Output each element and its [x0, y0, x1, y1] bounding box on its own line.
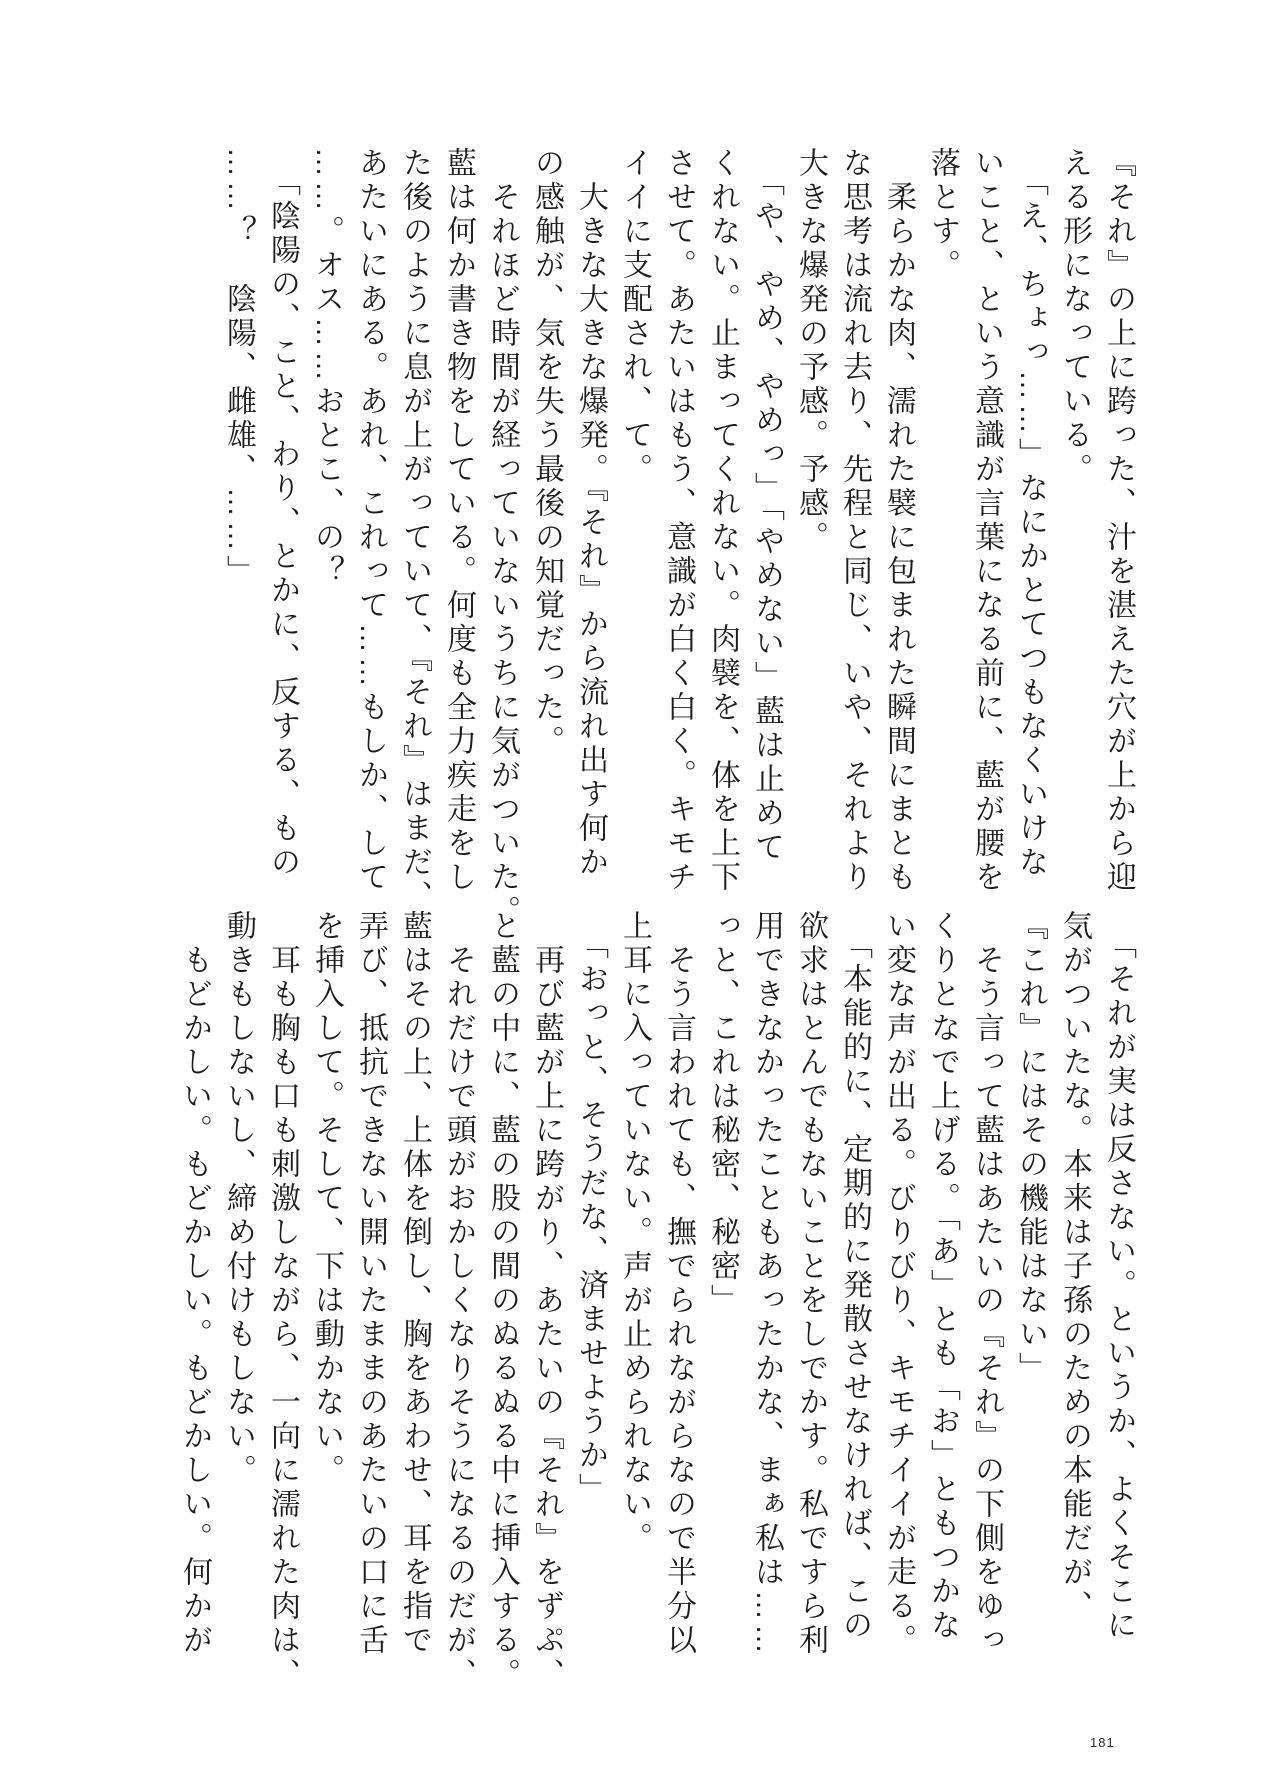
- text-column: の感触が、気を失う最後の知覚だった。: [530, 147, 563, 759]
- text-column: 藍は何か書き物をしている。何度も全力疾走をし: [442, 147, 475, 895]
- text-column: くりとなで上げる。「あ」とも「お」ともつかな: [926, 910, 959, 1643]
- text-column: 『これ』にはその機能はない」: [1014, 910, 1047, 1386]
- text-column: 再び藍が上に跨がり、あたいの『それ』をずぷ、: [530, 910, 563, 1692]
- text-column: 『それ』の上に跨った、汁を湛えた穴が上から迎: [1102, 147, 1135, 895]
- text-column: そう言って藍はあたいの『それ』の下側をゆっ: [970, 910, 1003, 1658]
- text-column: 「本能的に、定期的に発散させなければ、この: [838, 910, 871, 1643]
- text-column: あたいにある。あれ、これって……もしか、して: [354, 147, 387, 895]
- text-column: 動きもしないし、締め付けもしない。: [222, 910, 255, 1488]
- text-column: 「え、ちょっ……」なにかとてつもなくいけな: [1014, 147, 1047, 880]
- text-column: 気がついたな。本来は子孫のための本能だが、: [1058, 910, 1091, 1624]
- text-column: 耳も胸も口も刺激しながら、一向に濡れた肉は、: [266, 910, 299, 1692]
- text-column: 上耳に入っていない。声が止められない。: [618, 910, 651, 1556]
- text-column: ……。オス……おとこ、の？: [310, 147, 343, 589]
- page-number: 181: [1090, 1735, 1115, 1750]
- text-column: 「それが実は反さない。というか、よくそこに: [1102, 910, 1135, 1643]
- text-column: た後のように息が上がっていて、『それ』はまだ、: [398, 147, 431, 914]
- text-column: 弄び、抵抗できない開いたままのあたいの口に舌: [354, 910, 387, 1658]
- text-column: くれない。止まってくれない。肉襞を、体を上下: [706, 147, 739, 895]
- bottom-text-block: [172, 910, 1140, 1692]
- text-column: ……？ 陰陽、雌雄、……」: [222, 147, 255, 589]
- text-column: それほど時間が経っていないうちに気がついた。: [486, 147, 519, 929]
- text-column: っと、これは秘密、秘密」: [706, 910, 739, 1318]
- text-column: える形になっている。: [1058, 147, 1091, 487]
- text-column: を挿入して。そして、下は動かない。: [310, 910, 343, 1488]
- text-column: イイに支配され、て。: [618, 147, 651, 487]
- text-column: 落とす。: [926, 147, 959, 283]
- text-column: 大きな爆発の予感。予感。: [794, 147, 827, 555]
- text-column: 大きな大きな爆発。『それ』から流れ出す何か: [574, 147, 607, 880]
- text-column: な思考は流れ去り、先程と同じ、いや、それより: [838, 147, 871, 895]
- text-column: そう言われても、撫でられながらなので半分以: [662, 910, 695, 1658]
- text-column: 「陰陽の、こと、わり、とかに、反する、もの: [266, 147, 299, 880]
- text-column: させて。あたいはもう、意識が白く白く。キモチ: [662, 147, 695, 895]
- text-column: 用できなかったこともあったかな、まぁ私は……: [750, 910, 783, 1658]
- text-column: それだけで頭がおかしくなりそうになるのだが、: [442, 910, 475, 1692]
- text-column: と藍の中に、藍の股の間のぬるぬる中に挿入する。: [486, 910, 519, 1692]
- text-column: 藍はその上、上体を倒し、胸をあわせ、耳を指で: [398, 910, 431, 1658]
- text-column: いこと、という意識が言葉になる前に、藍が腰を: [970, 147, 1003, 895]
- text-column: 「おっと、そうだな、済ませようか」: [574, 910, 607, 1507]
- text-column: もどかしい。もどかしい。もどかしい。何かが: [178, 910, 211, 1658]
- text-column: い変な声が出る。びりびり、キモチイイが走る。: [882, 910, 915, 1658]
- text-column: 柔らかな肉、濡れた襞に包まれた瞬間にまとも: [882, 147, 915, 895]
- text-column: 欲求はとんでもないことをしでかす。私ですら利: [794, 910, 827, 1658]
- top-text-block: [216, 147, 1140, 929]
- text-column: 「や、やめ、やめっ」「やめない」藍は止めて: [750, 147, 783, 865]
